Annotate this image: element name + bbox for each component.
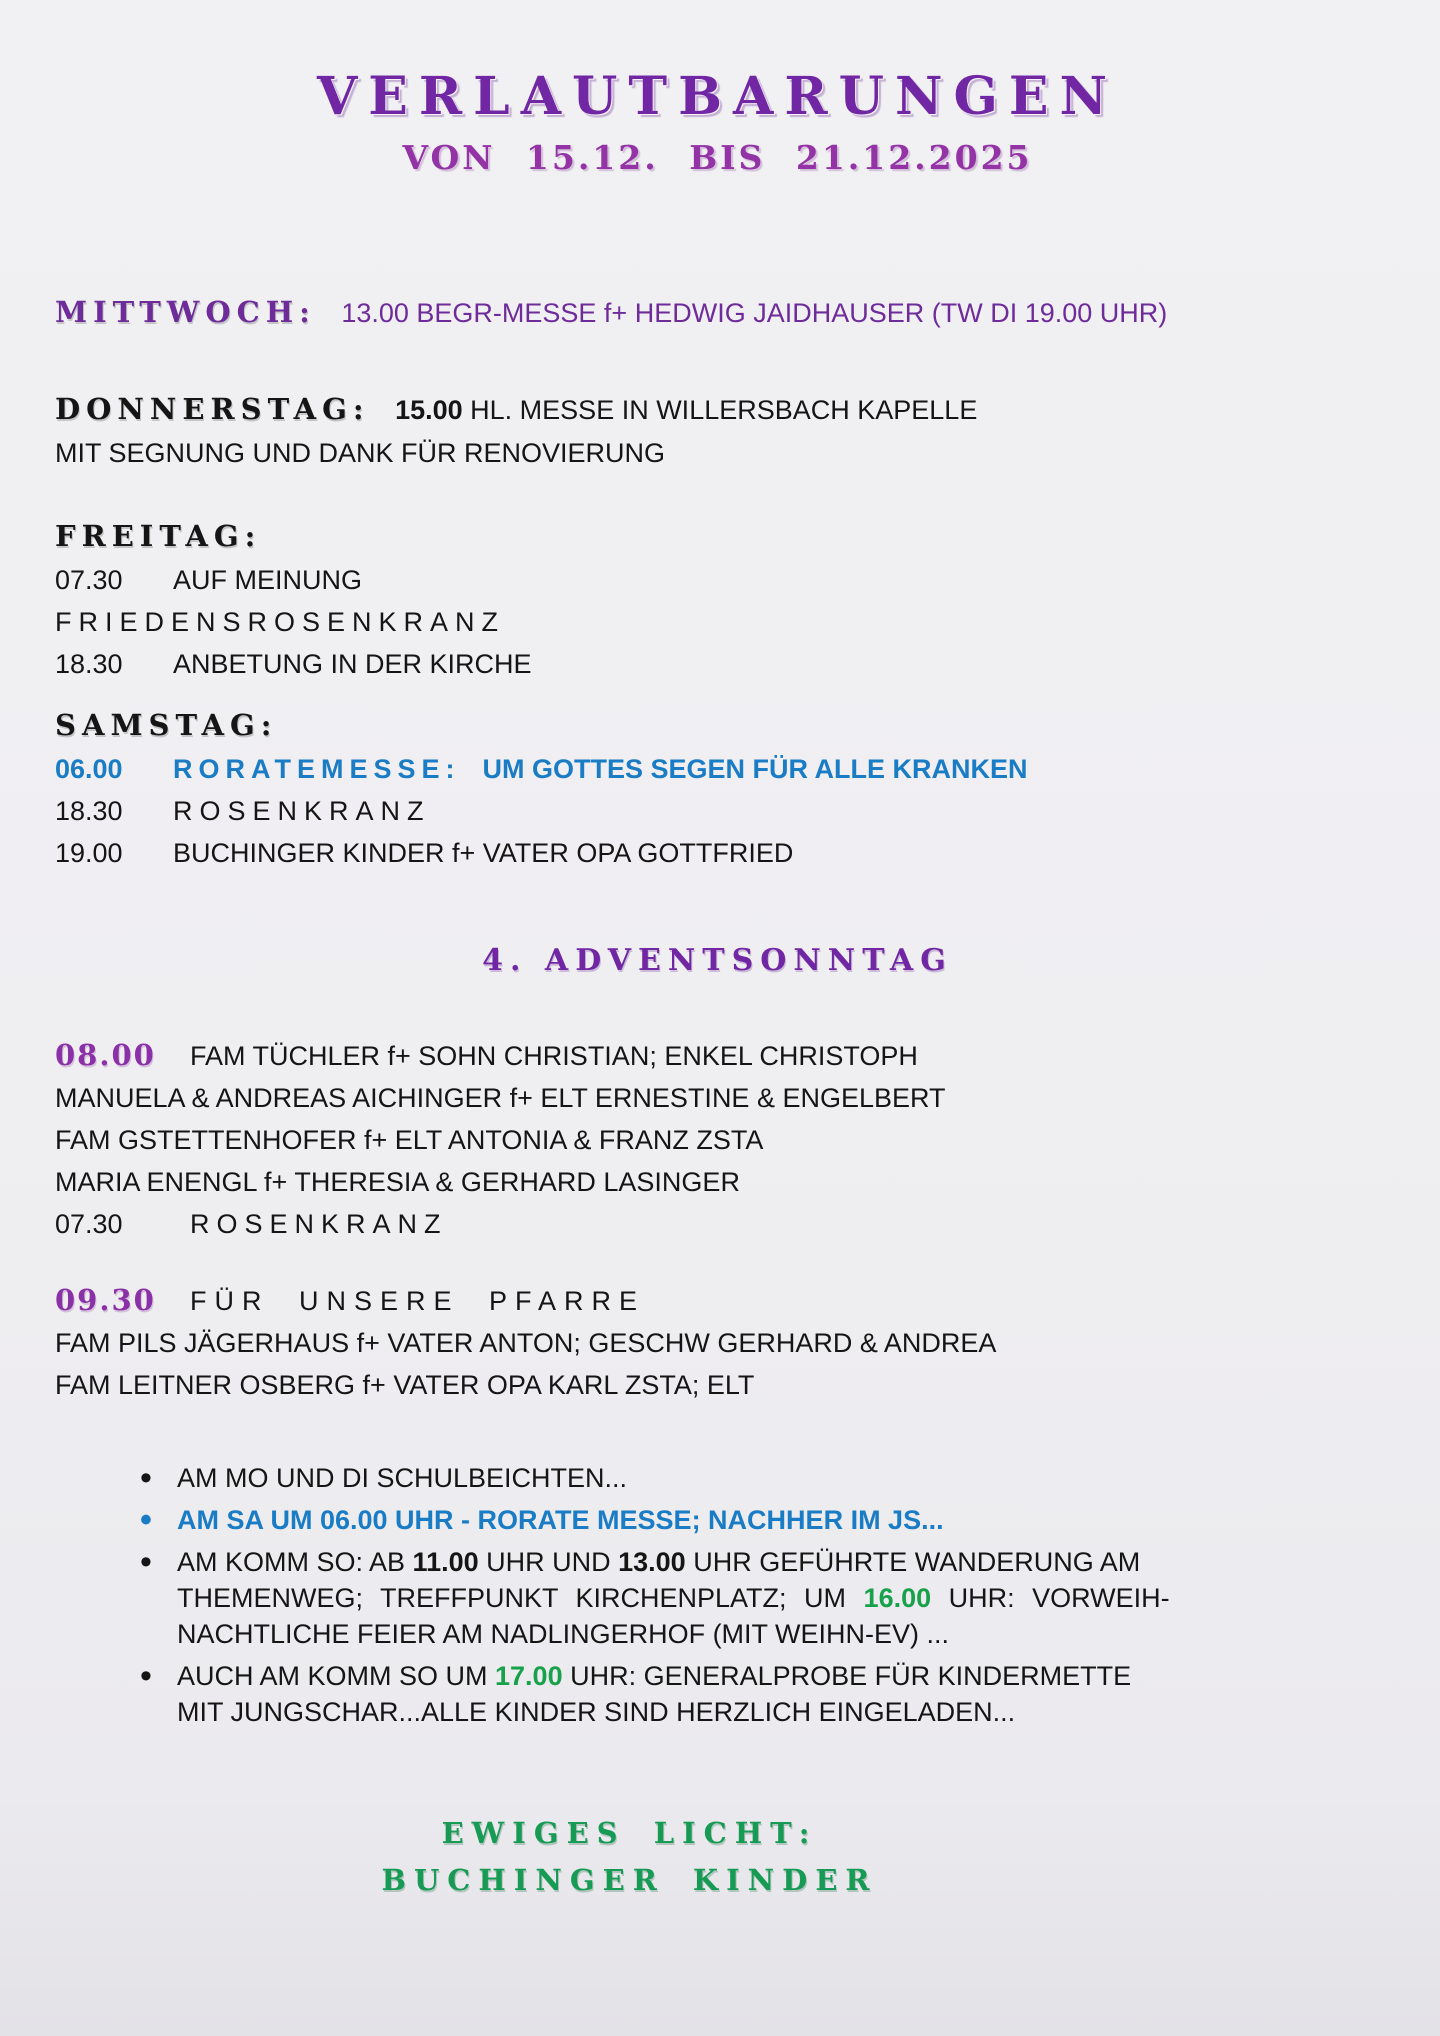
mittwoch-entry: 13.00 BEGR-MESSE f+ HEDWIG JAIDHAUSER (TW DI 19.00 UHR) bbox=[341, 298, 1168, 328]
rorate-text: UM GOTTES SEGEN FÜR ALLE KRANKEN bbox=[482, 754, 1028, 784]
mass-title: FÜR UNSERE PFARRE bbox=[190, 1286, 646, 1316]
donnerstag-entry: HL. MESSE IN WILLERSBACH KAPELLE bbox=[470, 395, 978, 425]
page-subtitle: VON 15.12. BIS 21.12.2025 bbox=[402, 138, 1033, 177]
row-time: 06.00 bbox=[55, 754, 123, 784]
mass-intention: MARIA ENENGL f+ THERESIA & GERHARD LASINGER bbox=[55, 1167, 740, 1197]
mass-intention: FAM PILS JÄGERHAUS f+ VATER ANTON; GESCHW GERHARD & ANDREA bbox=[55, 1328, 997, 1358]
donnerstag-label: DONNERSTAG: bbox=[55, 392, 370, 426]
mass-intention: FAM GSTETTENHOFER f+ ELT ANTONIA & FRANZ ZSTA bbox=[55, 1125, 764, 1155]
note-item bbox=[122, 1544, 1380, 1652]
note-text: AM KOMM SO: AB bbox=[177, 1547, 413, 1577]
note-text: UHR GEFÜHRTE WANDERUNG AM bbox=[685, 1547, 1141, 1577]
section-mass-0930 bbox=[55, 1279, 1380, 1406]
note-line bbox=[177, 1658, 1380, 1694]
mass-intention: FAM LEITNER OSBERG f+ VATER OPA KARL ZSTA; ELT bbox=[55, 1370, 755, 1400]
schedule-row bbox=[55, 643, 1380, 685]
freitag-label: FREITAG: bbox=[55, 519, 262, 553]
mass-intention: MANUELA & ANDREAS AICHINGER f+ ELT ERNESTINE & ENGELBERT bbox=[55, 1083, 946, 1113]
eternal-light-footer bbox=[0, 1810, 1292, 1904]
row-text: ROSENKRANZ bbox=[173, 796, 431, 826]
note-item: • AM SA UM 06.00 UHR - RORATE MESSE; NACHHER IM JS... bbox=[122, 1502, 1380, 1538]
samstag-header bbox=[55, 703, 1380, 748]
note-line: NACHTLICHE FEIER AM NADLINGERHOF (MIT WEIHN-EV) ... bbox=[177, 1619, 950, 1649]
note-text: THEMENWEG; TREFFPUNKT KIRCHENPLATZ; UM bbox=[177, 1583, 864, 1613]
note-text: AUCH AM KOMM SO UM bbox=[177, 1661, 496, 1691]
note-time-green: 17.00 bbox=[495, 1661, 563, 1691]
note-item bbox=[122, 1658, 1380, 1730]
page-title: VERLAUTBARUNGEN bbox=[316, 66, 1119, 127]
mittwoch-line bbox=[55, 290, 1380, 335]
donnerstag-line2: MIT SEGNUNG UND DANK FÜR RENOVIERUNG bbox=[55, 438, 666, 468]
note-text: UHR UND bbox=[478, 1547, 619, 1577]
schedule-row bbox=[55, 832, 1380, 874]
section-mittwoch bbox=[55, 290, 1380, 335]
note-time: 11.00 bbox=[412, 1547, 479, 1577]
samstag-label: SAMSTAG: bbox=[55, 708, 278, 742]
section-donnerstag bbox=[55, 387, 1380, 474]
note-text: UHR: VORWEIH- bbox=[931, 1583, 1170, 1613]
rorate-row bbox=[55, 748, 1380, 790]
note-time: 13.00 bbox=[618, 1547, 686, 1577]
footer-title: EWIGES LICHT: bbox=[441, 1816, 818, 1850]
footer-name: BUCHINGER KINDER bbox=[381, 1863, 878, 1897]
rorate-title: RORATEMESSE: bbox=[173, 754, 461, 784]
mass-time: 08.00 bbox=[55, 1038, 156, 1072]
schedule-row bbox=[55, 559, 1380, 601]
note-line: MIT JUNGSCHAR...ALLE KINDER SIND HERZLICH EINGELADEN... bbox=[177, 1697, 1016, 1727]
note-line bbox=[177, 1580, 1380, 1616]
freitag-header bbox=[55, 514, 1380, 559]
section-mass-0800 bbox=[55, 1034, 1380, 1245]
row-time: 19.00 bbox=[55, 838, 123, 868]
mass-row bbox=[55, 1279, 1380, 1322]
schedule-row bbox=[55, 790, 1380, 832]
mass-intention: FAM TÜCHLER f+ SOHN CHRISTIAN; ENKEL CHRISTOPH bbox=[190, 1041, 918, 1071]
schedule-row: FRIEDENSROSENKRANZ bbox=[55, 607, 506, 637]
donnerstag-time: 15.00 bbox=[395, 395, 463, 425]
row-time: 18.30 bbox=[55, 649, 123, 679]
row-text: ROSENKRANZ bbox=[190, 1209, 448, 1239]
row-text: ANBETUNG IN DER KIRCHE bbox=[173, 649, 532, 679]
note-item: • AM MO UND DI SCHULBEICHTEN... bbox=[122, 1460, 1380, 1496]
mittwoch-label: MITTWOCH: bbox=[55, 295, 316, 329]
rosary-row bbox=[55, 1203, 1380, 1245]
row-time: 07.30 bbox=[55, 565, 123, 595]
note-text: UHR: GENERALPROBE FÜR KINDERMETTE bbox=[562, 1661, 1132, 1691]
notes-list bbox=[55, 1460, 1380, 1730]
advent-sunday-header: 4. ADVENTSONNTAG bbox=[482, 943, 953, 978]
row-time: 07.30 bbox=[55, 1209, 123, 1239]
row-text: AUF MEINUNG bbox=[173, 565, 362, 595]
section-samstag bbox=[55, 703, 1380, 874]
note-line bbox=[177, 1544, 1380, 1580]
mass-time: 09.30 bbox=[55, 1283, 156, 1317]
note-time-green: 16.00 bbox=[863, 1583, 932, 1613]
row-time: 18.30 bbox=[55, 796, 123, 826]
row-text: BUCHINGER KINDER f+ VATER OPA GOTTFRIED bbox=[173, 838, 794, 868]
section-freitag bbox=[55, 514, 1380, 685]
mass-row bbox=[55, 1034, 1380, 1077]
donnerstag-line1 bbox=[55, 387, 1380, 432]
